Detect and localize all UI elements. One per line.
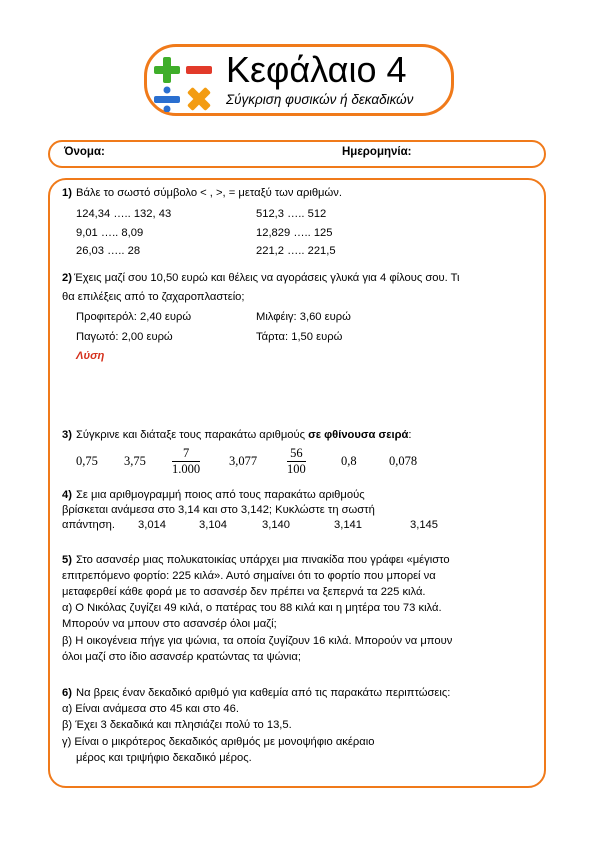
q3-text-colon: : xyxy=(408,429,412,441)
q2-item: Τάρτα: 1,50 ευρώ xyxy=(256,331,343,343)
chapter-subtitle: Σύγκριση φυσικών ή δεκαδικών xyxy=(226,92,414,107)
q3-fraction xyxy=(172,446,200,477)
q1-pair: 9,01 ….. 8,09 xyxy=(76,227,144,239)
q5-text-line: Μπορούν να μπουν στο ασανσέρ όλοι μαζί; xyxy=(62,618,277,630)
q3-number-item: 3,75 xyxy=(124,454,146,468)
name-label: Όνομα: xyxy=(64,146,105,158)
fraction-denominator: 1.000 xyxy=(172,462,201,476)
q3-fraction xyxy=(287,446,306,477)
q4-option[interactable]: 3,140 xyxy=(262,519,290,531)
q6-text-line: Να βρεις έναν δεκαδικό αριθμό για καθεμία από τις παρακάτω περιπτώσεις: xyxy=(76,687,451,699)
q1-pair: 124,34 ….. 132, 43 xyxy=(76,208,172,220)
q2-item: Μιλφέιγ: 3,60 ευρώ xyxy=(256,311,351,323)
q5-text-line: β) Η οικογένεια πήγε για ψώνια, τα οποία ζυγίζουν 16 κιλά. Μπορούν να μπουν xyxy=(62,635,453,647)
q5-text-line: μεταφερθεί κάθε φορά με το ασανσέρ δεν πρέπει να ξεπερνά τα 225 κιλά. xyxy=(62,586,426,598)
q1-pair: 26,03 ….. 28 xyxy=(76,245,141,257)
fraction-numerator: 56 xyxy=(287,446,306,462)
q5-number: 5) xyxy=(62,554,72,566)
q4-option[interactable]: 3,104 xyxy=(199,519,227,531)
q3-number: 3) xyxy=(62,429,72,441)
q5-text-line: α) Ο Νικόλας ζυγίζει 49 κιλά, ο πατέρας του 88 κιλά και η μητέρα του 73 κιλά. xyxy=(62,602,442,614)
q6-number: 6) xyxy=(62,687,72,699)
q5-text-line: επιτρεπόμενο φορτίο: 225 κιλά». Αυτό σημαίνει ότι το φορτίο που μπορεί να xyxy=(62,570,436,582)
math-symbols-logo xyxy=(152,56,216,112)
q3-text-emphasis: σε φθίνουσα σειρά xyxy=(308,429,409,441)
q2-item: Προφιτερόλ: 2,40 ευρώ xyxy=(76,311,192,323)
q4-number: 4) xyxy=(62,489,72,501)
fraction-denominator: 100 xyxy=(287,462,306,476)
multiply-icon xyxy=(187,87,211,111)
q4-text-line: απάντηση. xyxy=(62,519,115,531)
q6-text-line: α) Είναι ανάμεσα στο 45 και στο 46. xyxy=(62,703,239,715)
q2-text-line: Έχεις μαζί σου 10,50 ευρώ και θέλεις να αγοράσεις γλυκά για 4 φίλους σου. Τι xyxy=(74,272,460,284)
solution-label: Λύση xyxy=(76,350,105,362)
student-info-bar xyxy=(48,140,546,168)
q2-number: 2) xyxy=(62,272,72,284)
q2-text-line: θα επιλέξεις από το ζαχαροπλαστείο; xyxy=(62,291,245,303)
q6-text-line: β) Έχει 3 δεκαδικά και πλησιάζει πολύ το 13,5. xyxy=(62,719,292,731)
q4-option[interactable]: 3,014 xyxy=(138,519,166,531)
plus-icon xyxy=(154,57,180,83)
q3-number-item: 0,8 xyxy=(341,454,357,468)
q3-number-item: 0,75 xyxy=(76,454,98,468)
q5-text-line: όλοι μαζί στο ίδιο ασανσέρ κρατώντας τα ψώνια; xyxy=(62,651,301,663)
q6-text-line: μέρος και τριψήφιο δεκαδικό μέρος. xyxy=(76,752,252,764)
q1-text: Βάλε το σωστό σύμβολο < , >, = μεταξύ των αριθμών. xyxy=(76,187,342,199)
minus-icon xyxy=(186,66,212,74)
q1-pair: 512,3 ….. 512 xyxy=(256,208,327,220)
q5-text-line: Στο ασανσέρ μιας πολυκατοικίας υπάρχει μια πινακίδα που γράφει «μέγιστο xyxy=(76,554,450,566)
q2-item: Παγωτό: 2,00 ευρώ xyxy=(76,331,173,343)
q1-pair: 221,2 ….. 221,5 xyxy=(256,245,336,257)
q3-number-item: 0,078 xyxy=(389,454,418,468)
chapter-title: Κεφάλαιο 4 xyxy=(226,49,407,90)
fraction-numerator: 7 xyxy=(172,446,200,462)
q3-number-item: 3,077 xyxy=(229,454,258,468)
q4-option[interactable]: 3,145 xyxy=(410,519,438,531)
q3-text-plain: Σύγκρινε και διάταξε τους παρακάτω αριθμούς xyxy=(76,429,305,441)
q4-text-line: βρίσκεται ανάμεσα στο 3,14 και στο 3,142; Κυκλώστε τη σωστή xyxy=(62,504,375,516)
q1-number: 1) xyxy=(62,187,72,199)
q6-text-line: γ) Είναι ο μικρότερος δεκαδικός αριθμός με μονοψήφιο ακέραιο xyxy=(62,736,375,748)
q3-text xyxy=(76,428,412,442)
q1-pair: 12,829 ….. 125 xyxy=(256,227,333,239)
divide-icon xyxy=(154,87,180,113)
date-label: Ημερομηνία: xyxy=(342,146,412,158)
q4-option[interactable]: 3,141 xyxy=(334,519,362,531)
q4-text-line: Σε μια αριθμογραμμή ποιος από τους παρακάτω αριθμούς xyxy=(76,489,365,501)
